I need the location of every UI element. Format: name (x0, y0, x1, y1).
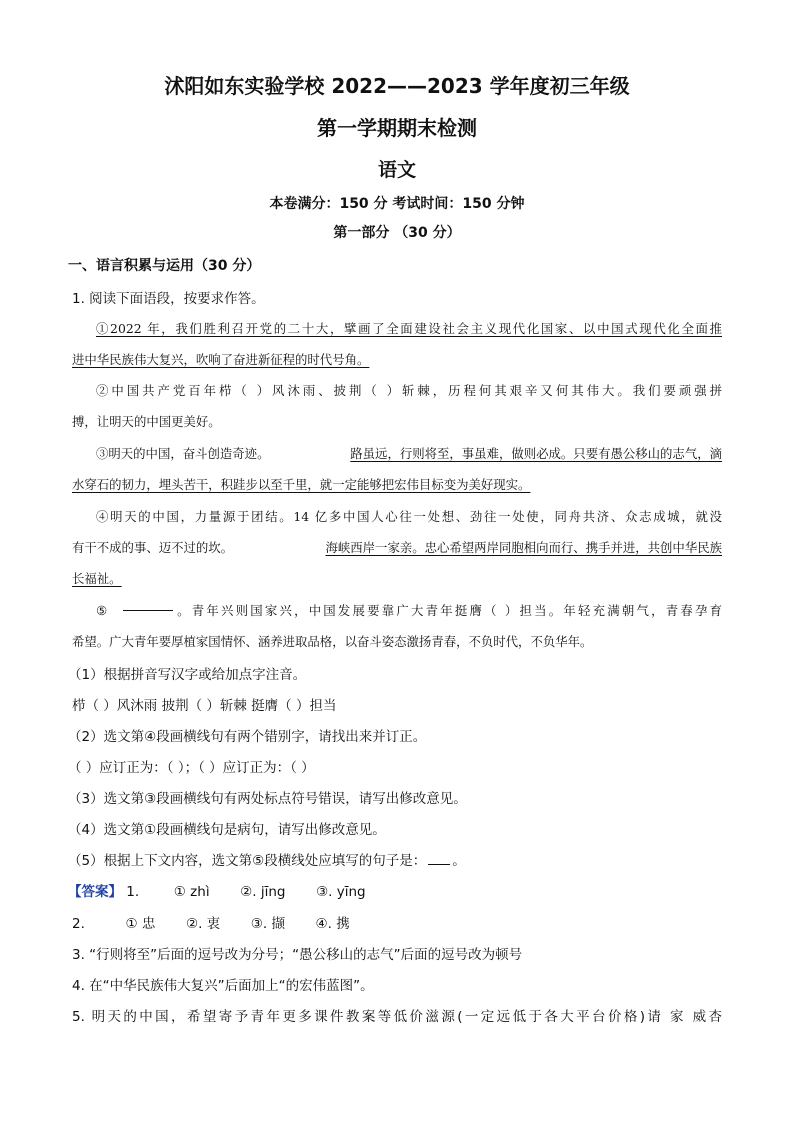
passage-p1-line2: 进中华民族伟大复兴，吹响了奋进新征程的时代号角。 (72, 352, 370, 367)
answer-3: 3. “行则将至”后面的逗号改为分号；“愚公移山的志气”后面的逗号改为顿号 (72, 947, 523, 963)
answer-2-number: 2. (72, 916, 85, 932)
answer-2-item-2: ②. 衷 (185, 916, 221, 932)
question-1-intro: 1. 阅读下面语段，按要求作答。 (72, 291, 265, 307)
question-1-5-blank (428, 863, 450, 865)
question-1-5-end: 。 (452, 853, 466, 869)
answer-2-item-3: ③. 撷 (250, 916, 285, 932)
passage-p4-line2 (72, 538, 722, 556)
passage-p2-line2: 搏，让明天的中国更美好。 (72, 414, 221, 429)
passage-p5-answer-blank (123, 609, 173, 611)
question-1-1: （1）根据拼音写汉字或给加点字注音。 (68, 667, 307, 683)
passage-p4-line2-underlined: 海峡西岸一家亲。忠心希望两岸同胞相向而行、携手并进，共创中华民族 (325, 540, 722, 555)
answer-2-item-1: ① 忠 (125, 916, 156, 932)
exam-title: 沭阳如东实验学校 2022——2023 学年度初三年级 (164, 74, 630, 98)
question-1-2: （2）选文第④段画横线句有两个错别字，请找出来并订正。 (68, 729, 427, 745)
passage-p5-line2: 希望。广大青年要厚植家国情怀、涵养进取品格，以奋斗姿态激扬青春，不负时代，不负华年。 (72, 634, 593, 649)
answer-5: 5. 明天的中国，希望寄予青年更多课件教案等低价滋源(一定远低于各大平台价格)请 家 威杏 (72, 1009, 722, 1025)
passage-p3-line1-plain: ③明天的中国，奋斗创造奇迹。 (96, 446, 270, 461)
passage-p2-line1: ②中国共产党百年栉（ ）风沐雨、披荆（ ）斩棘，历程何其艰辛又何其伟大。我们要顽强拼 (96, 383, 722, 398)
answer-4: 4. 在“中华民族伟大复兴”后面加上“的宏伟蓝图”。 (72, 978, 374, 994)
passage-p1-line1: ①2022 年，我们胜利召开党的二十大，擘画了全面建设社会主义现代化国家、以中国式现代化全面推 (96, 321, 722, 336)
score-time-info: 本卷满分：150 分 考试时间：150 分钟 (269, 196, 525, 212)
section-heading: 一、语言积累与运用（30 分） (68, 258, 261, 274)
exam-subtitle: 第一学期期末检测 (317, 116, 477, 140)
passage-p4-line1: ④明天的中国，力量源于团结。14 亿多中国人心往一处想、劲往一处使，同舟共济、众志成城，就没 (96, 509, 722, 524)
passage-p3-line1 (96, 444, 722, 462)
answer-1-number: 1. (126, 884, 140, 900)
question-1-4: （4）选文第①段画横线句是病句，请写出修改意见。 (68, 822, 386, 838)
answer-1 (68, 880, 366, 900)
passage-p5-line1 (96, 601, 722, 619)
question-1-3: （3）选文第③段画横线句有两处标点符号错误，请写出修改意见。 (68, 791, 467, 807)
passage-p5-number: ⑤ (96, 602, 108, 618)
answer-2 (72, 912, 350, 932)
passage-p5-line1-text: 。青年兴则国家兴，中国发展要靠广大青年挺膺（ ）担当。年轻充满朝气，青春孕育 (177, 603, 722, 618)
question-1-5-text: （5）根据上下文内容，选文第⑤段横线处应填写的句子是： (68, 853, 427, 869)
part-heading: 第一部分 （30 分） (333, 225, 461, 241)
passage-p3-line1-underlined: 路虽远，行则将至，事虽难，做则必成。只要有愚公移山的志气，滴 (350, 446, 722, 461)
subject-title: 语文 (377, 159, 416, 181)
answer-1-item-2: ②. jīng (240, 884, 286, 900)
answer-1-item-3: ③. yīng (316, 884, 366, 900)
answer-2-item-4: ④. 携 (315, 916, 350, 932)
answer-label: 【答案】 (68, 884, 122, 900)
answer-1-item-1: ① zhì (173, 884, 210, 900)
passage-p4-line3: 长福祉。 (72, 571, 122, 586)
question-1-2-items: （ ）应订正为：（ ）；（ ）应订正为：（ ） (68, 760, 315, 776)
question-1-1-items: 栉（ ）风沐雨 披荆（ ）斩棘 挺膺（ ）担当 (72, 698, 337, 714)
question-1-5 (68, 849, 466, 869)
passage-p4-line2-plain: 有干不成的事、迈不过的坎。 (72, 540, 234, 555)
passage-p3-line2: 水穿石的韧力，埋头苦干，积跬步以至千里，就一定能够把宏伟目标变为美好现实。 (72, 477, 531, 492)
